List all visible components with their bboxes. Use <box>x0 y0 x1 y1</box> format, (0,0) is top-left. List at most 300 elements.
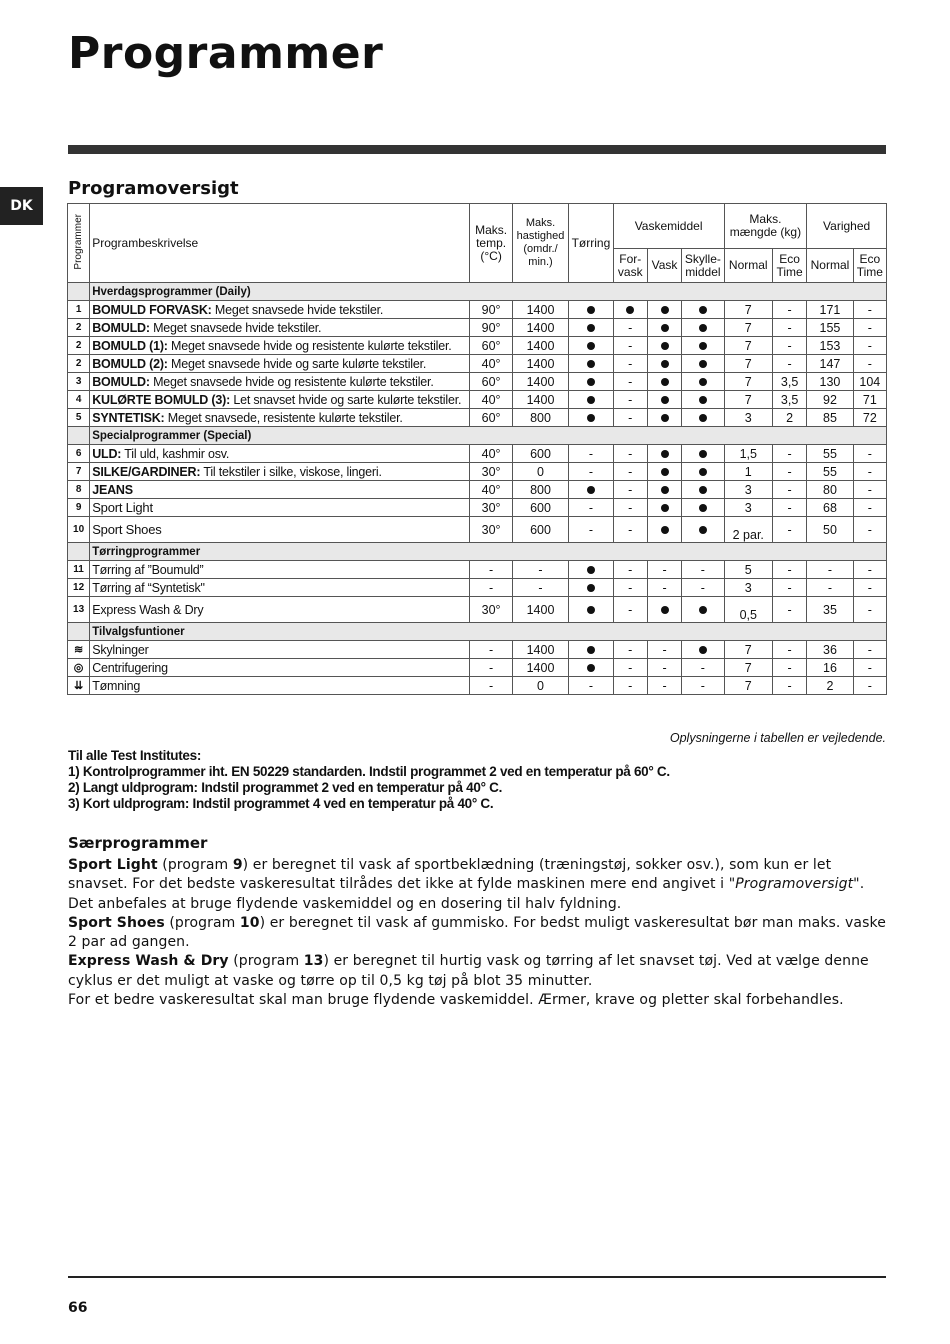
cell-duration-eco: - <box>853 561 886 579</box>
program-number: 9 <box>68 499 90 517</box>
cell-duration-eco: - <box>853 481 886 499</box>
bullet-icon <box>587 414 595 422</box>
cell-duration-normal: 153 <box>807 337 853 355</box>
cell-rinse: - <box>682 677 724 695</box>
program-number: 10 <box>68 517 90 543</box>
cell-drying <box>569 319 613 337</box>
cell-temperature: 60° <box>470 337 512 355</box>
cell-drying: - <box>569 677 613 695</box>
program-text: Meget snavsede hvide og resistente kulørte tekstiler. <box>149 374 434 389</box>
bullet-icon <box>661 378 669 386</box>
cell-load-normal: 7 <box>724 301 772 319</box>
cell-temperature: 30° <box>470 597 512 623</box>
cell-duration-normal: 85 <box>807 409 853 427</box>
drain-icon: ⇊ <box>73 680 84 692</box>
section-row <box>68 283 887 301</box>
bullet-icon <box>699 342 707 350</box>
cell-load-normal: 7 <box>724 391 772 409</box>
cell-wash <box>647 319 681 337</box>
footer-rule <box>68 1276 886 1278</box>
cell-prewash: - <box>613 677 647 695</box>
cell-wash: - <box>647 579 681 597</box>
cell-drying: - <box>569 517 613 543</box>
header-duration: Varighed <box>807 204 887 249</box>
program-text: Tørring af “Syntetisk" <box>92 580 205 595</box>
cell-duration-normal: 50 <box>807 517 853 543</box>
cell-prewash: - <box>613 355 647 373</box>
bullet-icon <box>661 450 669 458</box>
bullet-icon <box>587 584 595 592</box>
bullet-icon <box>587 342 595 350</box>
cell-speed: 800 <box>512 409 568 427</box>
program-text: Skylninger <box>92 642 149 657</box>
program-text: Meget snavsede hvide og sarte kulørte tekstiler. <box>167 356 427 371</box>
program-number: 3 <box>68 373 90 391</box>
program-text: Meget snavsede, resistente kulørte tekstiler. <box>164 410 403 425</box>
bullet-icon <box>699 486 707 494</box>
cell-speed: 600 <box>512 445 568 463</box>
cell-rinse <box>682 463 724 481</box>
program-number: 2 <box>68 337 90 355</box>
cell-temperature: 90° <box>470 319 512 337</box>
program-row <box>68 373 887 391</box>
option-icon-cell <box>68 677 90 695</box>
cell-speed: 1400 <box>512 659 568 677</box>
cell-temperature: - <box>470 677 512 695</box>
program-number: 12 <box>68 579 90 597</box>
cell-rinse <box>682 391 724 409</box>
bullet-icon <box>587 360 595 368</box>
cell-wash <box>647 463 681 481</box>
cell-load-normal: 7 <box>724 641 772 659</box>
cell-rinse <box>682 355 724 373</box>
program-description <box>90 391 470 409</box>
cell-prewash: - <box>613 597 647 623</box>
cell-prewash: - <box>613 579 647 597</box>
section-title: Tilvalgsfuntioner <box>90 623 887 641</box>
program-name: JEANS <box>92 482 133 497</box>
bullet-icon <box>661 324 669 332</box>
program-description <box>90 641 470 659</box>
cell-load-normal: 7 <box>724 659 772 677</box>
cell-speed: - <box>512 561 568 579</box>
program-description <box>90 517 470 543</box>
cell-wash <box>647 301 681 319</box>
program-row <box>68 391 887 409</box>
cell-duration-eco: 104 <box>853 373 886 391</box>
cell-temperature: 60° <box>470 373 512 391</box>
program-row <box>68 499 887 517</box>
cell-load-eco: - <box>772 659 806 677</box>
cell-load-normal: 1 <box>724 463 772 481</box>
section-row <box>68 623 887 641</box>
cell-duration-eco: - <box>853 659 886 677</box>
program-text: Meget snavsede hvide og resistente kulørte tekstiler. <box>167 338 452 353</box>
program-number: 7 <box>68 463 90 481</box>
program-text: Tørring af ”Boumuld” <box>92 562 204 577</box>
test-institutes-line: 3) Kort uldprogram: Indstil programmet 4 ved en temperatur på 40° C. <box>68 796 494 811</box>
cell-load-normal: 3 <box>724 481 772 499</box>
bullet-icon <box>626 306 634 314</box>
express-wash-paragraph: Express Wash & Dry (program 13) er beregnet til hurtig vask og tørring af let snavset tøj. Ved at vælge denne cyklus er det muligt at vaske og tørre op til 0,5 kg tøj på blot 35 minutter. <box>68 953 869 989</box>
cell-speed: 0 <box>512 677 568 695</box>
cell-drying: - <box>569 499 613 517</box>
cell-duration-eco: 72 <box>853 409 886 427</box>
header-prewash: For- vask <box>613 249 647 283</box>
cell-load-eco: - <box>772 517 806 543</box>
program-number: 4 <box>68 391 90 409</box>
bullet-icon <box>699 360 707 368</box>
cell-temperature: - <box>470 641 512 659</box>
bullet-icon <box>661 486 669 494</box>
cell-load-normal: 2 par. <box>724 517 772 543</box>
cell-prewash: - <box>613 373 647 391</box>
program-description <box>90 579 470 597</box>
bullet-icon <box>699 396 707 404</box>
program-row <box>68 641 887 659</box>
program-row <box>68 579 887 597</box>
cell-duration-eco: 71 <box>853 391 886 409</box>
program-name: BOMULD (2): <box>92 356 168 371</box>
program-table <box>67 203 887 695</box>
program-row <box>68 597 887 623</box>
cell-duration-eco: - <box>853 677 886 695</box>
header-speed: Maks. hastighed (omdr./ min.) <box>512 204 568 283</box>
program-text: Til tekstiler i silke, viskose, lingeri. <box>200 464 382 479</box>
cell-load-normal: 0,5 <box>724 597 772 623</box>
cell-temperature: - <box>470 659 512 677</box>
cell-temperature: 30° <box>470 499 512 517</box>
cell-rinse: - <box>682 659 724 677</box>
program-row <box>68 409 887 427</box>
cell-load-normal: 7 <box>724 337 772 355</box>
program-table-body <box>68 283 887 695</box>
program-text: Sport Light <box>92 500 153 515</box>
program-number: 6 <box>68 445 90 463</box>
cell-duration-eco: - <box>853 355 886 373</box>
program-name: BOMULD: <box>92 320 150 335</box>
program-text: Meget snavsede hvide tekstiler. <box>211 302 384 317</box>
cell-speed: 1400 <box>512 301 568 319</box>
section-subtitle: Programoversigt <box>68 178 239 199</box>
cell-wash: - <box>647 561 681 579</box>
cell-speed: 800 <box>512 481 568 499</box>
cell-duration-normal: 35 <box>807 597 853 623</box>
header-duration-normal: Normal <box>807 249 853 283</box>
header-load-eco: Eco Time <box>772 249 806 283</box>
bullet-icon <box>587 306 595 314</box>
cell-wash: - <box>647 659 681 677</box>
sport-shoes-paragraph: Sport Shoes (program 10) er beregnet til vask af gummisko. For bedst muligt vaskeresultat bør man maks. vaske 2 par ad gangen. <box>68 914 886 951</box>
cell-duration-eco: - <box>853 641 886 659</box>
language-tab: DK <box>0 187 43 225</box>
bullet-icon <box>661 306 669 314</box>
program-text: Let snavset hvide og sarte kulørte tekstiler. <box>230 392 462 407</box>
cell-wash <box>647 391 681 409</box>
cell-temperature: 40° <box>470 445 512 463</box>
program-description <box>90 355 470 373</box>
cell-prewash: - <box>613 481 647 499</box>
cell-wash: - <box>647 641 681 659</box>
bullet-icon <box>661 526 669 534</box>
cell-load-normal: 7 <box>724 373 772 391</box>
section-title: Specialprogrammer (Special) <box>90 427 887 445</box>
bullet-icon <box>699 646 707 654</box>
program-row <box>68 481 887 499</box>
header-duration-eco: Eco Time <box>853 249 886 283</box>
cell-wash: - <box>647 677 681 695</box>
program-number: 2 <box>68 319 90 337</box>
program-row <box>68 677 887 695</box>
cell-drying <box>569 597 613 623</box>
bullet-icon <box>699 306 707 314</box>
cell-temperature: 40° <box>470 355 512 373</box>
cell-duration-normal: 36 <box>807 641 853 659</box>
cell-rinse <box>682 337 724 355</box>
section-spacer <box>68 427 90 445</box>
program-name: ULD: <box>92 446 122 461</box>
bullet-icon <box>587 324 595 332</box>
bullet-icon <box>587 396 595 404</box>
sport-light-paragraph: Sport Light (program 9) er beregnet til vask af sportbeklædning (træningstøj, sokker osv.), som kun er let snavset. For det bedste vaskeresultat tilrådes det ikke at fylde maskinen mere end angivet i "Programoversigt". Det anbefales at bruge flydende vaskemiddel og en dosering til halv fyldning. <box>68 857 865 912</box>
cell-duration-normal: 147 <box>807 355 853 373</box>
cell-wash <box>647 481 681 499</box>
cell-load-eco: - <box>772 355 806 373</box>
cell-prewash: - <box>613 463 647 481</box>
cell-temperature: 60° <box>470 409 512 427</box>
cell-prewash: - <box>613 517 647 543</box>
cell-temperature: 30° <box>470 517 512 543</box>
cell-duration-eco: - <box>853 499 886 517</box>
cell-load-eco: - <box>772 301 806 319</box>
program-name: SYNTETISK: <box>92 410 165 425</box>
program-table-wrapper <box>67 203 887 695</box>
header-programmer: Programmer <box>68 204 90 283</box>
cell-duration-eco: - <box>853 597 886 623</box>
program-description <box>90 659 470 677</box>
program-row <box>68 659 887 677</box>
cell-drying <box>569 481 613 499</box>
cell-load-eco: - <box>772 319 806 337</box>
bullet-icon <box>699 504 707 512</box>
page-number: 66 <box>68 1300 88 1316</box>
cell-speed: 1400 <box>512 597 568 623</box>
program-description <box>90 409 470 427</box>
cell-duration-normal: 55 <box>807 463 853 481</box>
program-row <box>68 445 887 463</box>
program-number: 8 <box>68 481 90 499</box>
cell-load-eco: 3,5 <box>772 373 806 391</box>
program-number: 11 <box>68 561 90 579</box>
cell-temperature: 40° <box>470 481 512 499</box>
cell-load-eco: 3,5 <box>772 391 806 409</box>
cell-duration-eco: - <box>853 579 886 597</box>
option-icon-cell <box>68 641 90 659</box>
cell-wash <box>647 373 681 391</box>
cell-duration-normal: 68 <box>807 499 853 517</box>
program-row <box>68 463 887 481</box>
cell-prewash: - <box>613 445 647 463</box>
cell-drying: - <box>569 463 613 481</box>
cell-prewash: - <box>613 499 647 517</box>
bullet-icon <box>587 646 595 654</box>
program-text: Tømning <box>92 678 141 693</box>
cell-load-normal: 7 <box>724 355 772 373</box>
cell-speed: 0 <box>512 463 568 481</box>
program-row <box>68 517 887 543</box>
program-row <box>68 319 887 337</box>
program-name: KULØRTE BOMULD (3): <box>92 392 231 407</box>
bullet-icon <box>661 504 669 512</box>
cell-temperature: 90° <box>470 301 512 319</box>
cell-load-normal: 3 <box>724 409 772 427</box>
cell-drying <box>569 355 613 373</box>
cell-duration-normal: 92 <box>807 391 853 409</box>
cell-duration-normal: 130 <box>807 373 853 391</box>
test-institutes-line: 2) Langt uldprogram: Indstil programmet 2 ved en temperatur på 40° C. <box>68 780 503 795</box>
page-title: Programmer <box>68 28 384 79</box>
cell-load-eco: - <box>772 561 806 579</box>
program-text: Til uld, kashmir osv. <box>121 446 230 461</box>
cell-rinse <box>682 409 724 427</box>
cell-rinse <box>682 499 724 517</box>
program-text: Centrifugering <box>92 660 168 675</box>
bullet-icon <box>699 450 707 458</box>
cell-duration-normal: 16 <box>807 659 853 677</box>
cell-load-normal: 7 <box>724 319 772 337</box>
program-number: 1 <box>68 301 90 319</box>
special-programs-body <box>68 856 886 1010</box>
section-spacer <box>68 283 90 301</box>
program-number: 2 <box>68 355 90 373</box>
program-description <box>90 301 470 319</box>
bullet-icon <box>661 396 669 404</box>
cell-wash <box>647 499 681 517</box>
program-row <box>68 355 887 373</box>
cell-load-eco: - <box>772 445 806 463</box>
cell-speed: - <box>512 579 568 597</box>
bullet-icon <box>587 664 595 672</box>
cell-load-normal: 7 <box>724 677 772 695</box>
bullet-icon <box>661 468 669 476</box>
cell-duration-eco: - <box>853 301 886 319</box>
cell-wash <box>647 445 681 463</box>
bullet-icon <box>699 414 707 422</box>
program-text: Sport Shoes <box>92 522 162 537</box>
program-description <box>90 677 470 695</box>
cell-prewash: - <box>613 659 647 677</box>
header-description: Programbeskrivelse <box>90 204 470 283</box>
program-text: Meget snavsede hvide tekstiler. <box>149 320 322 335</box>
bullet-icon <box>699 526 707 534</box>
cell-duration-eco: - <box>853 463 886 481</box>
bullet-icon <box>661 360 669 368</box>
cell-temperature: 30° <box>470 463 512 481</box>
bullet-icon <box>587 606 595 614</box>
cell-drying <box>569 409 613 427</box>
section-title: Hverdagsprogrammer (Daily) <box>90 283 887 301</box>
program-description <box>90 463 470 481</box>
cell-rinse <box>682 597 724 623</box>
cell-load-normal: 3 <box>724 499 772 517</box>
bullet-icon <box>587 378 595 386</box>
program-name: SILKE/GARDINER: <box>92 464 201 479</box>
cell-wash <box>647 597 681 623</box>
header-bar <box>68 145 886 154</box>
cell-speed: 1400 <box>512 641 568 659</box>
cell-prewash: - <box>613 561 647 579</box>
program-number: 5 <box>68 409 90 427</box>
bullet-icon <box>587 566 595 574</box>
cell-speed: 1400 <box>512 337 568 355</box>
cell-drying <box>569 579 613 597</box>
test-institutes-line: 1) Kontrolprogrammer iht. EN 50229 standarden. Indstil programmet 2 ved en temperatur på 60° C. <box>68 764 670 779</box>
cell-temperature: 40° <box>470 391 512 409</box>
cell-rinse <box>682 445 724 463</box>
cell-duration-normal: - <box>807 561 853 579</box>
cell-temperature: - <box>470 579 512 597</box>
section-title: Tørringprogrammer <box>90 543 887 561</box>
bullet-icon <box>699 468 707 476</box>
cell-speed: 1400 <box>512 391 568 409</box>
cell-rinse <box>682 481 724 499</box>
bullet-icon <box>587 486 595 494</box>
cell-wash <box>647 355 681 373</box>
bullet-icon <box>661 606 669 614</box>
header-load: Maks. mængde (kg) <box>724 204 807 249</box>
program-description <box>90 445 470 463</box>
header-rinse: Skylle- middel <box>682 249 724 283</box>
cell-rinse: - <box>682 579 724 597</box>
special-programs-title: Særprogrammer <box>68 834 208 852</box>
cell-duration-normal: 55 <box>807 445 853 463</box>
section-spacer <box>68 623 90 641</box>
cell-speed: 1400 <box>512 355 568 373</box>
cell-load-eco: - <box>772 641 806 659</box>
program-description <box>90 319 470 337</box>
cell-prewash: - <box>613 391 647 409</box>
cell-drying: - <box>569 445 613 463</box>
detergent-tip-paragraph: For et bedre vaskeresultat skal man bruge flydende vaskemiddel. Ærmer, krave og pletter skal forbehandles. <box>68 992 844 1009</box>
cell-speed: 600 <box>512 499 568 517</box>
option-icon-cell <box>68 659 90 677</box>
cell-temperature: - <box>470 561 512 579</box>
cell-speed: 1400 <box>512 373 568 391</box>
cell-rinse <box>682 301 724 319</box>
program-description <box>90 337 470 355</box>
bullet-icon <box>699 324 707 332</box>
program-number: 13 <box>68 597 90 623</box>
cell-drying <box>569 301 613 319</box>
bullet-icon <box>661 342 669 350</box>
program-description <box>90 499 470 517</box>
cell-rinse <box>682 517 724 543</box>
cell-load-normal: 3 <box>724 579 772 597</box>
program-description <box>90 481 470 499</box>
cell-duration-eco: - <box>853 337 886 355</box>
cell-drying <box>569 373 613 391</box>
cell-rinse <box>682 641 724 659</box>
cell-duration-eco: - <box>853 319 886 337</box>
cell-prewash: - <box>613 337 647 355</box>
cell-load-eco: - <box>772 597 806 623</box>
bullet-icon <box>661 414 669 422</box>
cell-wash <box>647 409 681 427</box>
header-drying: Tørring <box>569 204 613 283</box>
cell-drying <box>569 391 613 409</box>
program-description <box>90 597 470 623</box>
cell-load-eco: - <box>772 499 806 517</box>
